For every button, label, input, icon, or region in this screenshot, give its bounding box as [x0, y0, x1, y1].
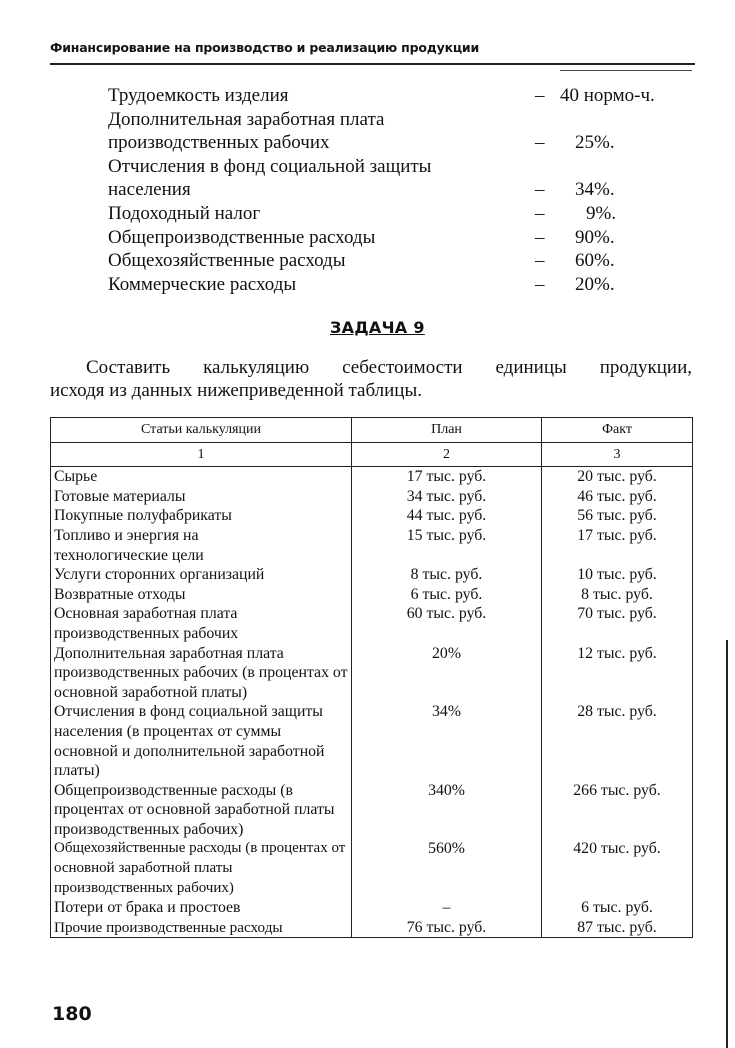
table-row — [51, 781, 693, 840]
cost-item: Отчисления в фонд социальной защиты населения (в процентах от суммы основной и дополнительной заработной платы) — [51, 702, 352, 780]
task-title: ЗАДАЧА 9 — [330, 318, 425, 337]
plan-value: 17 тыс. руб. — [352, 467, 542, 487]
fact-value: 87 тыс. руб. — [542, 918, 693, 938]
plan-value: 34 тыс. руб. — [352, 487, 542, 507]
plan-value: – — [352, 898, 542, 918]
cost-item: Сырье — [51, 467, 352, 487]
plan-value: 44 тыс. руб. — [352, 506, 542, 526]
parameter-item — [108, 249, 688, 273]
parameter-value: 20%. — [575, 273, 615, 295]
parameter-item — [108, 84, 688, 108]
fact-value: 17 тыс. руб. — [542, 526, 693, 565]
plan-value: 8 тыс. руб. — [352, 565, 542, 585]
fact-value: 46 тыс. руб. — [542, 487, 693, 507]
parameter-value: 34%. — [575, 179, 615, 201]
cost-item: Дополнительная заработная плата производственных рабочих (в процентах от основной заработной платы) — [51, 644, 352, 703]
table-row — [51, 898, 693, 918]
costing-table — [50, 417, 693, 938]
fact-value: 6 тыс. руб. — [542, 898, 693, 918]
column-number: 2 — [352, 442, 542, 467]
cost-item: Топливо и энергия на технологические цели — [51, 526, 352, 565]
parameter-name: Подоходный налог — [108, 202, 261, 224]
page-edge-line — [726, 640, 728, 1048]
plan-value: 20% — [352, 644, 542, 703]
parameter-value: 25%. — [575, 132, 615, 154]
parameter-dash: – — [535, 132, 545, 154]
parameter-name: Дополнительная заработная плата производственных рабочих — [108, 108, 385, 154]
cost-item: Потери от брака и простоев — [51, 898, 352, 918]
running-title: Финансирование на производство и реализацию продукции — [50, 40, 480, 55]
column-number: 3 — [542, 442, 693, 467]
table-header-row — [51, 418, 693, 443]
plan-value: 560% — [352, 839, 542, 898]
table-row — [51, 839, 693, 898]
header-rule — [50, 63, 695, 65]
cost-item: Основная заработная плата производственных рабочих — [51, 604, 352, 643]
column-header: План — [352, 418, 542, 443]
parameter-value: 9%. — [586, 202, 617, 224]
cost-item: Покупные полуфабрикаты — [51, 506, 352, 526]
page-number: 180 — [52, 1003, 92, 1025]
parameter-name: Трудоемкость изделия — [108, 85, 289, 106]
task-intro-line: Составить калькуляцию себестоимости единицы продукции, — [86, 357, 692, 378]
header-rule-tail — [560, 70, 692, 71]
fact-value: 266 тыс. руб. — [542, 781, 693, 840]
parameter-value: 60%. — [575, 250, 615, 272]
parameter-name: Коммерческие расходы — [108, 273, 297, 295]
plan-value: 34% — [352, 702, 542, 780]
task-intro — [50, 356, 692, 402]
plan-value: 340% — [352, 781, 542, 840]
cost-item: Общепроизводственные расходы (в процентах от основной заработной платы производственных рабочих) — [51, 781, 352, 840]
table-row — [51, 487, 693, 507]
cost-item: Услуги сторонних организаций — [51, 565, 352, 585]
plan-value: 76 тыс. руб. — [352, 918, 542, 938]
plan-value: 15 тыс. руб. — [352, 526, 542, 565]
parameter-value: 90%. — [575, 226, 615, 248]
parameter-name: Отчисления в фонд социальной защиты населения — [108, 155, 432, 201]
parameter-list — [108, 84, 688, 296]
fact-value: 56 тыс. руб. — [542, 506, 693, 526]
table-row — [51, 467, 693, 487]
parameter-item — [108, 226, 688, 250]
fact-value: 12 тыс. руб. — [542, 644, 693, 703]
parameter-name: Общехозяйственные расходы — [108, 250, 346, 272]
parameter-name: Общепроизводственные расходы — [108, 226, 376, 248]
table-row — [51, 585, 693, 605]
parameter-dash: – — [535, 250, 545, 272]
parameter-item — [108, 273, 688, 297]
table-row — [51, 644, 693, 703]
table-row — [51, 526, 693, 565]
plan-value: 6 тыс. руб. — [352, 585, 542, 605]
parameter-dash: – — [535, 179, 545, 201]
column-header: Статьи калькуляции — [51, 418, 352, 443]
parameter-item — [108, 108, 688, 155]
parameter-value: 40 нормо-ч. — [560, 85, 655, 106]
parameter-dash: – — [535, 226, 545, 248]
plan-value: 60 тыс. руб. — [352, 604, 542, 643]
parameter-item — [108, 155, 688, 202]
cost-item: Возвратные отходы — [51, 585, 352, 605]
parameter-dash: – — [535, 202, 545, 224]
table-row — [51, 565, 693, 585]
table-row — [51, 918, 693, 938]
cost-item: Готовые материалы — [51, 487, 352, 507]
column-number: 1 — [51, 442, 352, 467]
task-intro-line: исходя из данных нижеприведенной таблицы. — [50, 380, 422, 401]
table-row — [51, 506, 693, 526]
fact-value: 28 тыс. руб. — [542, 702, 693, 780]
table-number-row — [51, 442, 693, 467]
cost-item: Общехозяйственные расходы (в процентах от основной заработной платы производственных рабочих) — [51, 839, 352, 898]
fact-value: 10 тыс. руб. — [542, 565, 693, 585]
parameter-item — [108, 202, 688, 226]
fact-value: 8 тыс. руб. — [542, 585, 693, 605]
table-row — [51, 604, 693, 643]
fact-value: 70 тыс. руб. — [542, 604, 693, 643]
table-row — [51, 702, 693, 780]
fact-value: 420 тыс. руб. — [542, 839, 693, 898]
parameter-dash: – — [535, 273, 545, 295]
column-header: Факт — [542, 418, 693, 443]
cost-item: Прочие производственные расходы — [51, 918, 352, 938]
parameter-dash: – — [535, 85, 545, 106]
fact-value: 20 тыс. руб. — [542, 467, 693, 487]
